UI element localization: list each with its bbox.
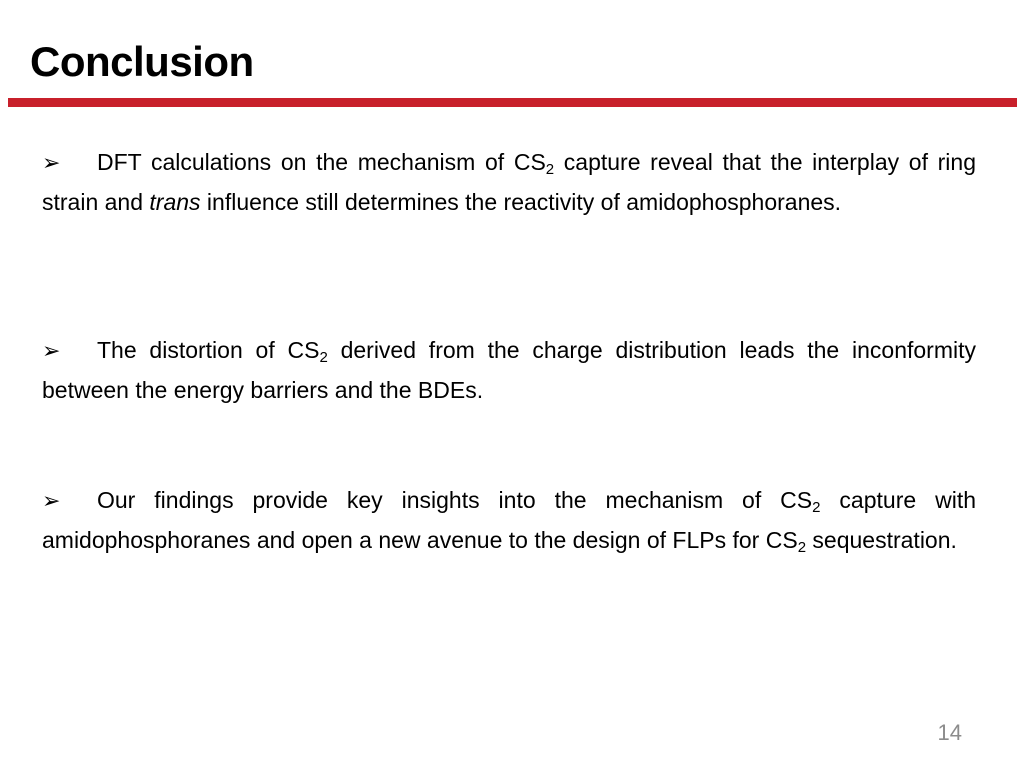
subscript: 2 bbox=[319, 349, 328, 366]
bullet-text: The distortion of CS bbox=[97, 337, 320, 363]
subscript: 2 bbox=[545, 161, 555, 178]
bullet-text: influence still determines the reactivity of amidophosphoranes. bbox=[200, 188, 842, 215]
title-underline-rule bbox=[8, 98, 1017, 107]
bullet-item-dft-calculations bbox=[42, 143, 976, 221]
bullet-text: sequestration. bbox=[806, 526, 957, 553]
subscript: 2 bbox=[797, 538, 807, 556]
bullet-item-distortion bbox=[42, 331, 976, 409]
bullet-text: capture with amidophosphoranes and open a new avenue to the design of FLPs for CS bbox=[42, 487, 976, 553]
bullet-text: Our findings provide key insights into the mechanism of CS bbox=[97, 487, 813, 513]
arrow-bullet-icon: ➢ bbox=[42, 150, 61, 175]
arrow-bullet-icon: ➢ bbox=[42, 488, 61, 513]
page-number: 14 bbox=[937, 720, 962, 745]
bullet-item-findings bbox=[42, 481, 976, 559]
bullet-text: capture reveal that the interplay of ring strain and bbox=[42, 149, 976, 215]
bullet-text: derived from the charge distribution leads the inconformity between the energy barriers and the BDEs. bbox=[42, 337, 976, 403]
subscript: 2 bbox=[812, 499, 821, 516]
bullet-text: DFT calculations on the mechanism of CS bbox=[97, 149, 546, 175]
italic-term: trans bbox=[149, 188, 201, 215]
arrow-bullet-icon: ➢ bbox=[42, 338, 61, 363]
slide-title: Conclusion bbox=[30, 38, 254, 85]
